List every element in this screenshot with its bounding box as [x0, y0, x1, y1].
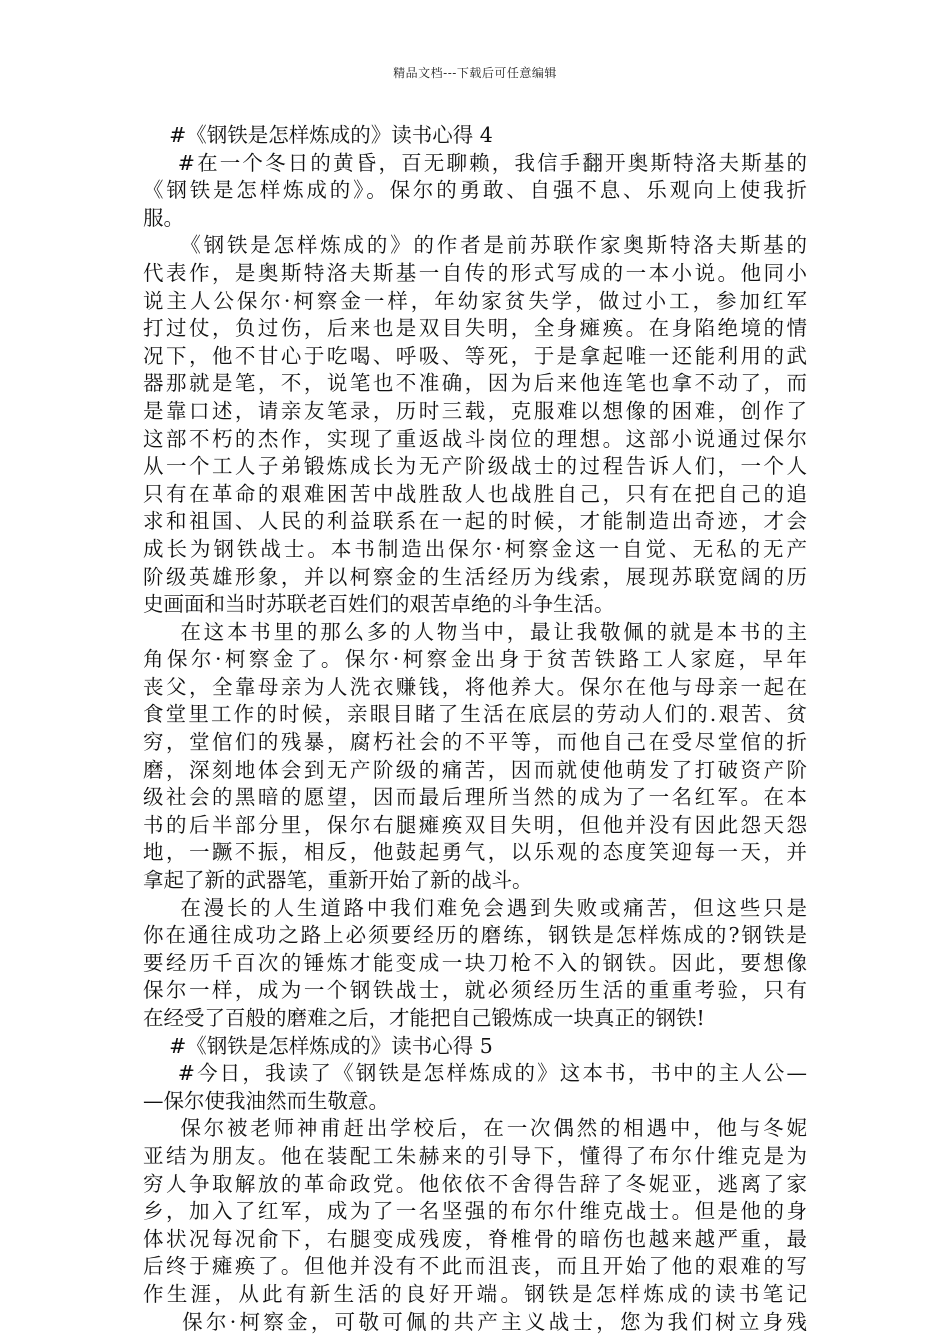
text-line: 书的后半部分里，保尔右腿瘫痪双目失明，但他并没有因此怨天怨 [143, 812, 807, 837]
text-line: 代表作，是奥斯特洛夫斯基一自传的形式写成的一本小说。他同小 [143, 260, 807, 285]
text-line: 服。 [143, 205, 184, 230]
text-line: 从一个工人子弟锻炼成长为无产阶级战士的过程告诉人们，一个人 [143, 454, 807, 479]
text-line: 成长为钢铁战士。本书制造出保尔·柯察金这一自觉、无私的无产 [143, 536, 807, 561]
text-line: 《钢铁是怎样炼成的》的作者是前苏联作家奥斯特洛夫斯基的 [143, 233, 807, 258]
text-line: 求和祖国、人民的利益联系在一起的时候，才能制造出奇迹，才会 [143, 509, 807, 534]
text-line: 只有在革命的艰难困苦中战胜敌人也战胜自己，只有在把自己的追 [143, 481, 807, 506]
text-line: 级社会的黑暗的愿望，因而最后理所当然的成为了一名红军。在本 [143, 785, 807, 810]
text-line: 要经历千百次的锤炼才能变成一块刀枪不入的钢铁。因此，要想像 [143, 950, 807, 975]
text-line: —保尔使我油然而生敬意。 [143, 1088, 389, 1113]
text-line: 丧父，全靠母亲为人洗衣赚钱，将他养大。保尔在他与母亲一起在 [143, 674, 807, 699]
text-line: #在一个冬日的黄昏，百无聊赖，我信手翻开奥斯特洛夫斯基的 [143, 150, 807, 175]
text-line: 器那就是笔，不，说笔也不准确，因为后来他连笔也拿不动了，而 [143, 371, 807, 396]
text-line: 保尔一样，成为一个钢铁战士，就必须经历生活的重重考验，只有 [143, 978, 807, 1003]
text-line: 阶级英雄形象，并以柯察金的生活经历为线索，展现苏联宽阔的历 [143, 564, 807, 589]
text-line: 乡，加入了红军，成为了一名坚强的布尔什维克战士。但是他的身 [143, 1199, 807, 1224]
text-line: 后终于瘫痪了。但他并没有不此而沮丧，而且开始了他的艰难的写 [143, 1254, 807, 1279]
text-line: 打过仗，负过伤，后来也是双目失明，全身瘫痪。在身陷绝境的情 [143, 316, 807, 341]
text-line: 《钢铁是怎样炼成的》。保尔的勇敢、自强不息、乐观向上使我折 [143, 178, 807, 203]
text-line: 拿起了新的武器笔，重新开始了新的战斗。 [143, 868, 533, 893]
document-body [143, 122, 807, 1336]
text-line: 食堂里工作的时候，亲眼目睹了生活在底层的劳动人们的.艰苦、贫 [143, 702, 807, 727]
text-line: 史画面和当时苏联老百姓们的艰苦卓绝的斗争生活。 [143, 592, 615, 617]
text-line: 在漫长的人生道路中我们难免会遇到失败或痛苦，但这些只是 [143, 895, 807, 920]
text-line: 作生涯，从此有新生活的良好开端。钢铁是怎样炼成的读书笔记 [143, 1281, 807, 1306]
text-line: 况下，他不甘心于吃喝、呼吸、等死，于是拿起唯一还能利用的武 [143, 343, 807, 368]
text-line: 角保尔·柯察金了。保尔·柯察金出身于贫苦铁路工人家庭，早年 [143, 647, 807, 672]
text-line: 在这本书里的那么多的人物当中，最让我敬佩的就是本书的主 [143, 619, 807, 644]
text-line: 磨，深刻地体会到无产阶级的痛苦，因而就使他萌发了打破资产阶 [143, 757, 807, 782]
text-line: 你在通往成功之路上必须要经历的磨练，钢铁是怎样炼成的?钢铁是 [143, 923, 807, 948]
text-line: 体状况每况俞下，右腿变成残废，脊椎骨的暗伤也越来越严重，最 [143, 1226, 807, 1251]
text-line: 保尔被老师神甫赶出学校后，在一次偶然的相遇中，他与冬妮 [143, 1116, 807, 1141]
text-line: 这部不朽的杰作，实现了重返战斗岗位的理想。这部小说通过保尔 [143, 426, 807, 451]
text-line: #《钢铁是怎样炼成的》读书心得 5 [143, 1033, 493, 1058]
text-line: #《钢铁是怎样炼成的》读书心得 4 [143, 123, 493, 147]
text-line: 穷，堂倌们的残暴，腐朽社会的不平等，而他自己在受尽堂倌的折 [143, 730, 807, 755]
text-line: 地，一蹶不振，相反，他鼓起勇气，以乐观的态度笑迎每一天，并 [143, 840, 807, 865]
text-line: 是靠口述，请亲友笔录，历时三载，克服难以想像的困难，创作了 [143, 398, 807, 423]
text-line: #今日，我读了《钢铁是怎样炼成的》这本书，书中的主人公— [143, 1061, 807, 1086]
text-line: 在经受了百般的磨难之后，才能把自己锻炼成一块真正的钢铁! [143, 1006, 705, 1030]
text-line: 说主人公保尔·柯察金一样，年幼家贫失学，做过小工，参加红军 [143, 288, 807, 313]
text-line: 穷人争取解放的革命政党。他依依不舍得告辞了冬妮亚，逃离了家 [143, 1171, 807, 1196]
text-line: 保尔·柯察金，可敬可佩的共产主义战士，您为我们树立身残 [143, 1309, 807, 1334]
text-line: 亚结为朋友。他在装配工朱赫来的引导下，懂得了布尔什维克是为 [143, 1143, 807, 1168]
page-header: 精品文档---下载后可任意编辑 [393, 66, 557, 80]
